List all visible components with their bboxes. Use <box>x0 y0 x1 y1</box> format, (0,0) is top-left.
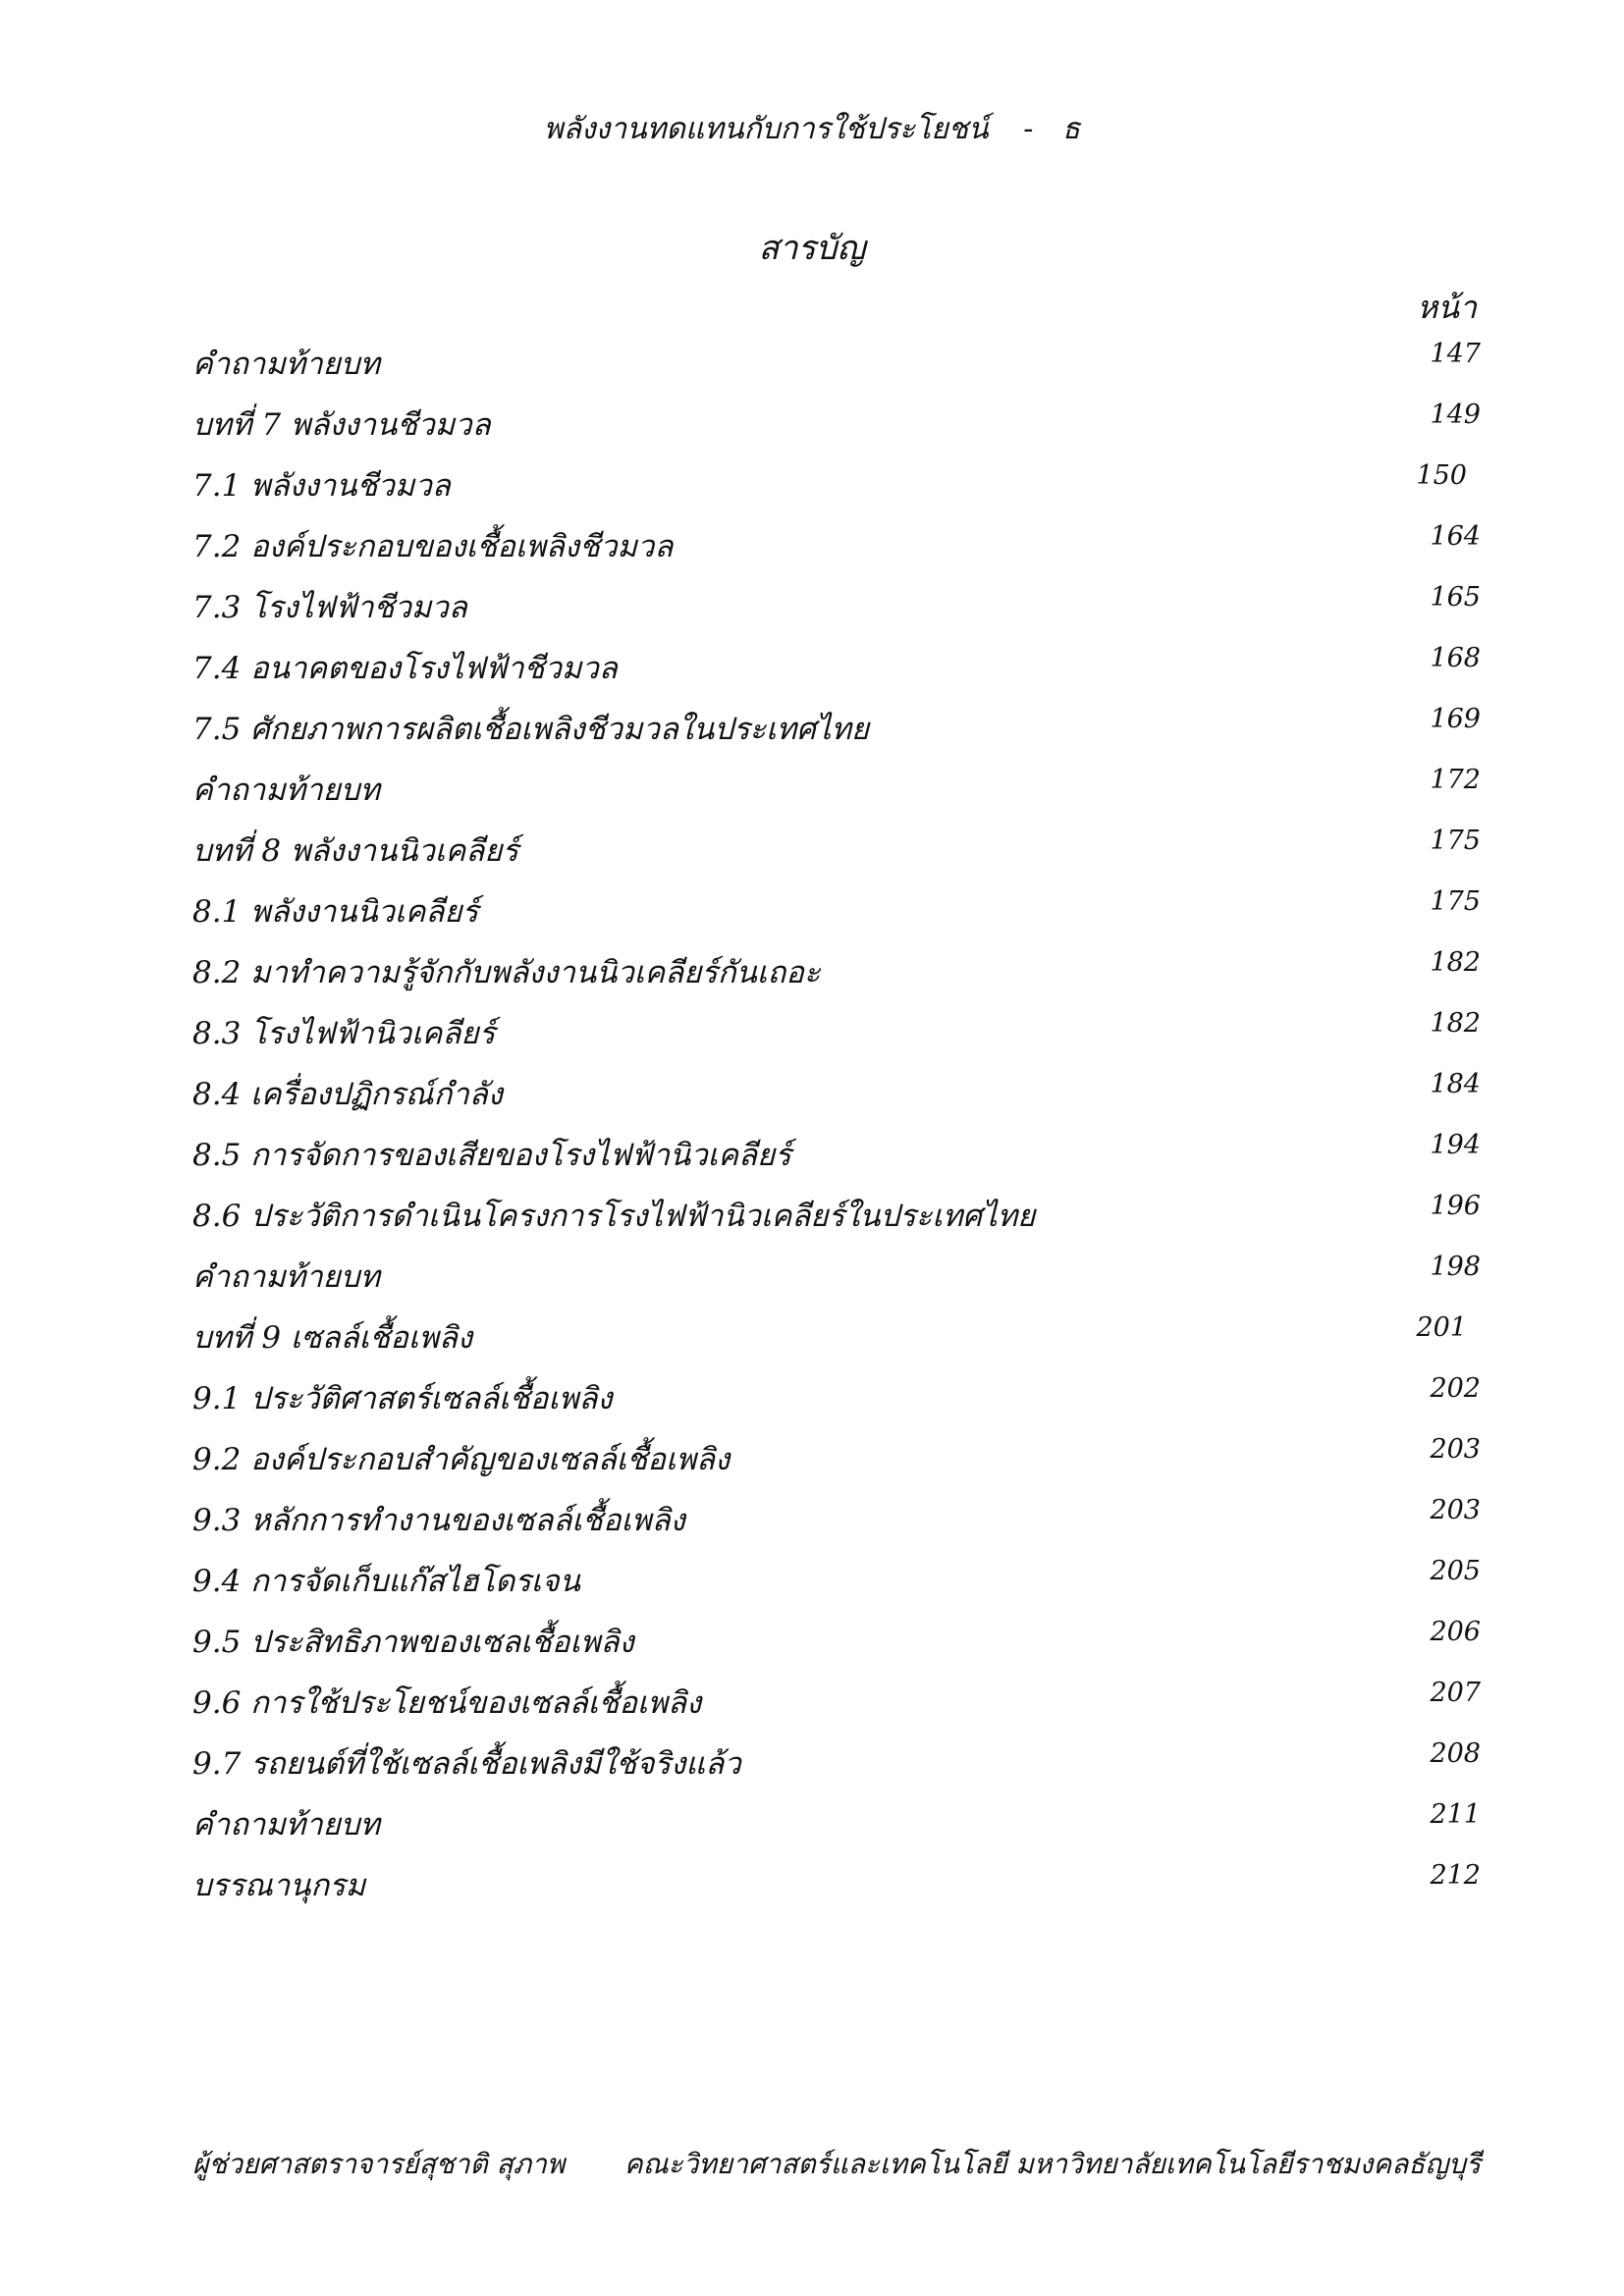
header-title: พลังงานทดแทนกับการใช้ประโยชน์ <box>543 112 989 146</box>
header-separator: - <box>1023 112 1034 146</box>
toc-entry-title: 8.4 เครื่องปฏิกรณ์กำลัง <box>192 1077 503 1112</box>
toc-entry[interactable] <box>192 1130 1481 1191</box>
toc-entry-title: 8.5 การจัดการของเสียของโรงไฟฟ้านิวเคลียร์ <box>192 1138 791 1173</box>
toc-entry-page: 172 <box>1430 765 1481 795</box>
toc-entry-title: 9.3 หลักการทำงานของเซลล์เชื้อเพลิง <box>192 1503 685 1538</box>
footer-author: ผู้ช่วยศาสตราจารย์สุชาติ สุภาพ <box>192 2148 566 2180</box>
toc-entry-title: 8.1 พลังงานนิวเคลียร์ <box>192 894 479 930</box>
footer-affiliation: คณะวิทยาศาสตร์และเทคโนโลยี มหาวิทยาลัยเทคโนโลยีราชมงคลธัญบุรี <box>623 2148 1481 2180</box>
toc-entry-page: 201 <box>1416 1312 1467 1343</box>
toc-entry[interactable] <box>192 339 1481 400</box>
toc-entry-page: 184 <box>1430 1069 1481 1099</box>
toc-entry-page: 164 <box>1430 521 1481 552</box>
toc-entry-title: 8.2 มาทำความรู้จักกับพลังงานนิวเคลียร์กันเถอะ <box>192 955 821 990</box>
toc-entry[interactable] <box>192 1738 1481 1799</box>
toc-entry-page: 211 <box>1430 1799 1481 1830</box>
toc-entry-page: 208 <box>1430 1738 1481 1769</box>
toc-entry-page: 198 <box>1430 1252 1481 1282</box>
toc-entry-title: คำถามท้ายบท <box>192 1807 380 1842</box>
toc-entry[interactable] <box>192 521 1481 582</box>
toc-entry-title: 9.4 การจัดเก็บแก๊สไฮโดรเจน <box>192 1564 580 1599</box>
toc-entry[interactable] <box>192 1860 1481 1921</box>
toc-entry-page: 182 <box>1430 1008 1481 1039</box>
toc-entry-title: 9.2 องค์ประกอบสำคัญของเซลล์เชื้อเพลิง <box>192 1442 731 1477</box>
toc-entry-page: 212 <box>1430 1860 1481 1891</box>
toc-entry[interactable] <box>192 1678 1481 1738</box>
page-column-label: หน้า <box>1417 289 1477 326</box>
toc-entry-page: 207 <box>1430 1678 1481 1708</box>
toc-entry-page: 165 <box>1430 582 1481 613</box>
toc-entry[interactable] <box>192 1252 1481 1312</box>
toc-entry-page: 175 <box>1430 826 1481 856</box>
toc-entry-title: 9.6 การใช้ประโยชน์ของเซลล์เชื้อเพลิง <box>192 1685 702 1721</box>
toc-entry-title: 9.5 ประสิทธิภาพของเซลเชื้อเพลิง <box>192 1625 634 1660</box>
toc-entry[interactable] <box>192 1191 1481 1252</box>
toc-entry[interactable] <box>192 1434 1481 1495</box>
toc-entry-title: คำถามท้ายบท <box>192 773 380 808</box>
running-header <box>0 106 1624 152</box>
toc-entry-title: บทที่ 7 พลังงานชีวมวล <box>192 407 491 443</box>
toc-entry[interactable] <box>192 1008 1481 1069</box>
toc-entry-title: 9.7 รถยนต์ที่ใช้เซลล์เชื้อเพลิงมีใช้จริงแล้ว <box>192 1746 741 1782</box>
toc-entry-page: 147 <box>1430 339 1481 369</box>
toc-entry-page: 196 <box>1430 1191 1481 1221</box>
toc-entry-title: 8.3 โรงไฟฟ้านิวเคลียร์ <box>192 1016 496 1051</box>
toc-entry[interactable] <box>192 1312 1481 1373</box>
toc-entry-title: บทที่ 9 เซลล์เชื้อเพลิง <box>192 1320 473 1356</box>
toc-entry-page: 194 <box>1430 1130 1481 1160</box>
toc-entry-title: 7.5 ศักยภาพการผลิตเชื้อเพลิงชีวมวลในประเทศไทย <box>192 712 870 747</box>
toc-entry[interactable] <box>192 826 1481 886</box>
toc-entry-title: 7.3 โรงไฟฟ้าชีวมวล <box>192 590 467 625</box>
toc-entry[interactable] <box>192 460 1481 521</box>
toc-entry[interactable] <box>192 886 1481 947</box>
toc-entry-page: 169 <box>1430 704 1481 734</box>
toc-entry-page: 168 <box>1430 643 1481 673</box>
toc-entry[interactable] <box>192 1617 1481 1678</box>
toc-entry-title: คำถามท้ายบท <box>192 1259 380 1295</box>
toc-entry[interactable] <box>192 1799 1481 1860</box>
toc-heading: สารบัญ <box>758 229 866 268</box>
toc-entry[interactable] <box>192 1373 1481 1434</box>
toc-entry-title: คำถามท้ายบท <box>192 347 380 382</box>
toc-entry-title: 7.2 องค์ประกอบของเชื้อเพลิงชีวมวล <box>192 529 674 564</box>
toc-entry-title: 7.1 พลังงานชีวมวล <box>192 468 451 504</box>
toc-entry-page: 150 <box>1416 460 1467 491</box>
toc-entry-title: 8.6 ประวัติการดำเนินโครงการโรงไฟฟ้านิวเคลียร์ในประเทศไทย <box>192 1199 1036 1234</box>
toc-entry-title: บทที่ 8 พลังงานนิวเคลียร์ <box>192 833 519 869</box>
toc-entry[interactable] <box>192 582 1481 643</box>
toc-entry-page: 205 <box>1430 1556 1481 1586</box>
toc-entry[interactable] <box>192 1556 1481 1617</box>
header-page-number: ธ <box>1061 112 1081 146</box>
toc-entry-page: 203 <box>1430 1434 1481 1465</box>
toc-entry-page: 182 <box>1430 947 1481 978</box>
toc-entry[interactable] <box>192 704 1481 765</box>
toc-entry-title: บรรณานุกรม <box>192 1868 366 1903</box>
toc-entry[interactable] <box>192 643 1481 704</box>
table-of-contents <box>192 339 1481 1921</box>
toc-entry-page: 206 <box>1430 1617 1481 1647</box>
toc-entry-page: 175 <box>1430 886 1481 917</box>
toc-entry-title: 9.1 ประวัติศาสตร์เซลล์เชื้อเพลิง <box>192 1381 613 1416</box>
toc-entry[interactable] <box>192 1495 1481 1556</box>
toc-entry-page: 149 <box>1430 400 1481 430</box>
toc-entry-page: 202 <box>1430 1373 1481 1404</box>
toc-entry[interactable] <box>192 765 1481 826</box>
toc-entry[interactable] <box>192 947 1481 1008</box>
toc-entry[interactable] <box>192 1069 1481 1130</box>
toc-entry[interactable] <box>192 400 1481 460</box>
toc-entry-title: 7.4 อนาคตของโรงไฟฟ้าชีวมวล <box>192 651 618 686</box>
toc-entry-page: 203 <box>1430 1495 1481 1525</box>
